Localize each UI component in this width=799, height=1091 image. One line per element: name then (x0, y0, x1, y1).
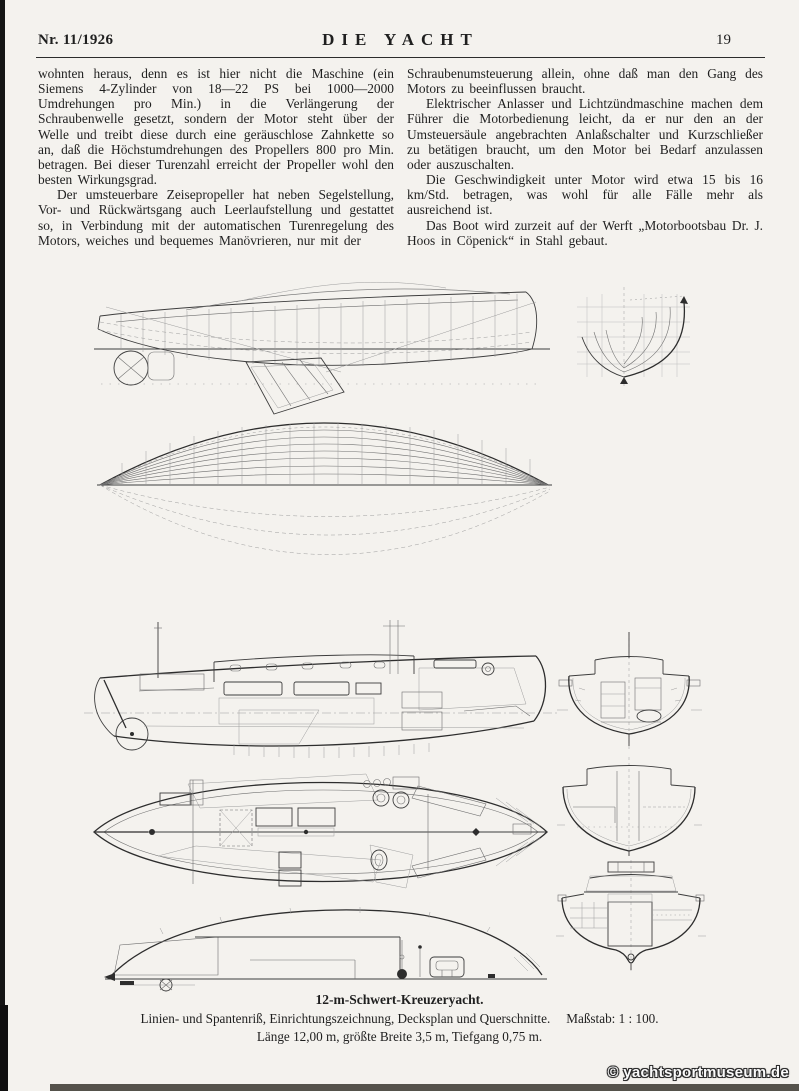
text-column-left (38, 66, 394, 248)
paragraph: Schraubenumsteuerung allein, ohne daß man den Gang des Motors zu beeinflussen braucht. (407, 66, 763, 97)
deck-plan-drawing (100, 897, 550, 992)
body-plan-drawing (572, 282, 702, 392)
lines-plan-profile-drawing (86, 272, 556, 422)
text-column-right (407, 66, 763, 248)
paragraph: Das Boot wird zurzeit auf der Werft „Motorbootsbau Dr. J. Hoos in Cöpenick“ in Stahl gebaut. (407, 217, 763, 248)
caption-title: 12-m-Schwert-Kreuzeryacht. (315, 992, 484, 1007)
scan-edge-left (0, 0, 5, 1091)
cross-section-1-drawing (557, 630, 702, 755)
longitudinal-section-drawing (84, 616, 559, 766)
paragraph: Der umsteuerbare Zeisepropeller hat neben Segelstellung, Vor- und Rückwärtsgang auch Leerlaufstellung und gestattet so, in Verbindung mit der automatischen Turenregelung des Motors, weiches und bequemes Manövrieren, nur mit der (38, 187, 394, 248)
paragraph: Die Geschwindigkeit unter Motor wird etwa 15 bis 16 km/Std. betragen, was wohl für alle Fälle mehr als ausreichend ist. (407, 172, 763, 218)
caption-description-line (60, 1011, 739, 1027)
watermark: © yachtsportmuseum.de (607, 1064, 789, 1081)
scan-edge-left-lower (0, 1005, 8, 1091)
caption-dimensions: Länge 12,00 m, größte Breite 3,5 m, Tiefgang 0,75 m. (256, 1029, 543, 1044)
caption-scale: Maßstab: 1 : 100. (566, 1011, 659, 1026)
cross-section-3-drawing (556, 858, 706, 973)
header-rule (36, 57, 765, 58)
magazine-title: DIE YACHT (322, 30, 479, 49)
page-header (38, 30, 763, 54)
cross-section-2-drawing (557, 755, 702, 857)
scan-bar-bottom (50, 1084, 799, 1091)
paragraph: Elektrischer Anlasser und Lichtzündmaschine machen dem Führer die Motorbedienung leicht, da er nur den an der Umsteuersäule angebrachten Anlaßschalter und Kurzschließer zu betätigen braucht, um den Motor bei Bedarf anzulassen oder auszuschalten. (407, 96, 763, 172)
issue-number: Nr. 11/1926 (38, 32, 114, 48)
page-number: 19 (716, 32, 731, 48)
figure-caption (60, 992, 739, 1047)
paragraph: wohnten heraus, denn es ist hier nicht die Maschine (ein Siemens 4-Zylinder von 18—22 PS bei 1000—2000 Umdrehungen pro Min.) in die Verlängerung der Schraubenwelle gesetzt, sondern der Motor steht über der Welle und treibt diese durch eine geräuschlose Zahnkette so an, daß die Höchstumdrehungen des Propellers 800 pro Min. betragen. Bei dieser Turenzahl erreicht der Propeller wohl den besten Wirkungsgrad. (38, 66, 394, 188)
caption-description: Linien- und Spantenriß, Einrichtungszeichnung, Decksplan und Querschnitte. (140, 1011, 551, 1026)
half-breadth-plan-drawing (92, 417, 557, 567)
interior-plan-drawing (88, 760, 553, 905)
